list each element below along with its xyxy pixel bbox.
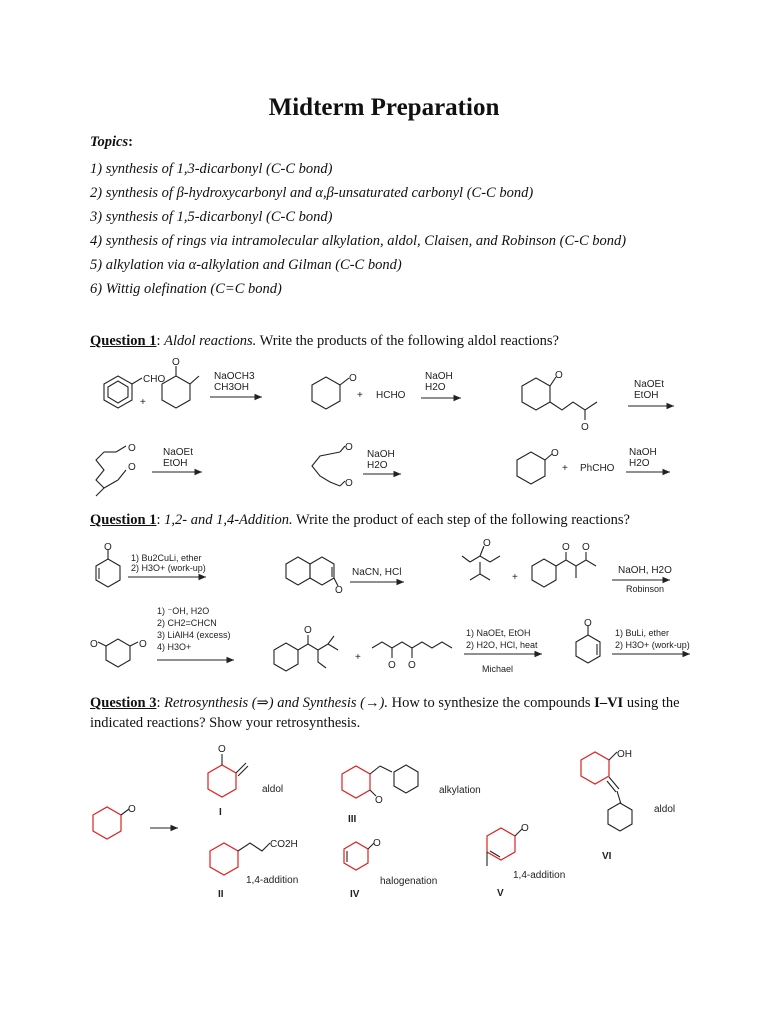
svg-text:Michael: Michael	[482, 664, 514, 674]
svg-text:alkylation: alkylation	[439, 785, 481, 796]
starting-cyclohexanone	[93, 804, 136, 839]
cyclohexanedione-structure	[90, 639, 147, 667]
svg-text:O: O	[562, 542, 570, 553]
svg-text:O: O	[345, 442, 353, 453]
svg-text:O: O	[373, 838, 381, 849]
svg-text:Robinson: Robinson	[626, 584, 665, 594]
svg-text:H2O: H2O	[367, 460, 388, 471]
target-IV	[344, 838, 381, 870]
topic-item: 3) synthesis of 1,5-dicarbonyl (C-C bond)	[90, 209, 333, 225]
svg-text:II: II	[218, 889, 224, 900]
svg-text:CO2H: CO2H	[270, 839, 298, 850]
svg-text:2) H2O, HCl, heat: 2) H2O, HCl, heat	[466, 640, 538, 650]
svg-text:NaOEt: NaOEt	[163, 447, 194, 458]
svg-text:2) H3O+ (work-up): 2) H3O+ (work-up)	[131, 563, 206, 573]
benzaldehyde-structure	[104, 374, 165, 408]
svg-text:NaOH: NaOH	[425, 371, 453, 382]
target-VI	[581, 749, 632, 831]
cho-label: CHO	[143, 374, 166, 385]
target-V	[487, 823, 529, 866]
malonate-structure	[372, 642, 452, 671]
svg-text:+: +	[562, 463, 568, 474]
svg-text:1,4-addition: 1,4-addition	[246, 875, 299, 886]
svg-text:O: O	[128, 462, 136, 473]
svg-text:V: V	[497, 888, 504, 899]
svg-text:O: O	[388, 660, 396, 671]
cyclohexenone-structure-2	[576, 618, 600, 663]
svg-text:H2O: H2O	[629, 458, 650, 469]
svg-text:O: O	[139, 639, 147, 650]
svg-text:O: O	[582, 542, 590, 553]
dialdehyde-structure-a	[96, 443, 136, 496]
svg-text:1) BuLi, ether: 1) BuLi, ether	[615, 628, 670, 638]
topic-item: 1) synthesis of 1,3-dicarbonyl (C-C bond)	[90, 161, 333, 177]
svg-text:2) H3O+ (work-up): 2) H3O+ (work-up)	[615, 640, 690, 650]
target-II	[210, 839, 298, 875]
plus-sign: +	[140, 397, 146, 408]
svg-text:I: I	[219, 807, 222, 818]
svg-text:O: O	[345, 478, 353, 489]
question-3-heading: Question 3: Retrosynthesis (⇒) and Synthesis (→). How to synthesize the compounds I–VI using the indicated reactions? Show your retrosynthesis.	[90, 695, 680, 731]
page-title: Midterm Preparation	[268, 94, 500, 121]
svg-text:O: O	[581, 422, 589, 433]
topic-item: 2) synthesis of β-hydroxycarbonyl and α,β-unsaturated carbonyl (C-C bond)	[90, 185, 534, 201]
svg-text:OH: OH	[617, 749, 632, 760]
phenyl-enone-structure	[274, 625, 338, 671]
cyclohexanone-structure-2	[517, 448, 559, 484]
svg-text:+: +	[512, 572, 518, 583]
svg-text:PhCHO: PhCHO	[580, 463, 615, 474]
svg-text:O: O	[375, 795, 383, 806]
topic-item: 4) synthesis of rings via intramolecular alkylation, aldol, Claisen, and Robinson (C-C bond)	[90, 233, 627, 249]
svg-text:NaOH: NaOH	[629, 447, 657, 458]
svg-text:3) LiAlH4 (excess): 3) LiAlH4 (excess)	[157, 630, 231, 640]
svg-text:O: O	[584, 618, 592, 629]
cyclohexanone-structure	[312, 373, 357, 409]
svg-text:1) Bu2CuLi, ether: 1) Bu2CuLi, ether	[131, 553, 202, 563]
diketone-phenyl-structure	[532, 542, 596, 587]
svg-text:EtOH: EtOH	[634, 390, 659, 401]
svg-text:O: O	[349, 373, 357, 384]
svg-text:NaOCH3: NaOCH3	[214, 371, 255, 382]
svg-text:NaCN, HCl: NaCN, HCl	[352, 567, 402, 578]
svg-text:HCHO: HCHO	[376, 390, 406, 401]
svg-text:aldol: aldol	[654, 804, 676, 815]
methylcyclohexanone-structure	[162, 357, 199, 408]
svg-text:O: O	[218, 744, 226, 755]
svg-text:aldol: aldol	[262, 784, 284, 795]
question-1-heading: Question 1: Aldol reactions. Write the products of the following aldol reactions?	[90, 333, 559, 349]
svg-text:III: III	[348, 814, 357, 825]
svg-text:O: O	[128, 443, 136, 454]
svg-text:1) ⁻OH, H2O: 1) ⁻OH, H2O	[157, 606, 210, 616]
svg-text:O: O	[335, 585, 343, 596]
svg-text:4) H3O+: 4) H3O+	[157, 642, 192, 652]
target-I	[208, 744, 248, 797]
svg-text:H2O: H2O	[425, 382, 446, 393]
topic-item: 6) Wittig olefination (C=C bond)	[90, 281, 282, 297]
svg-text:halogenation: halogenation	[380, 876, 438, 887]
svg-text:NaOH: NaOH	[367, 449, 395, 460]
svg-text:O: O	[551, 448, 559, 459]
question-2-heading: Question 1: 1,2- and 1,4-Addition. Write the product of each step of the following reactions?	[90, 512, 630, 528]
topic-item: 5) alkylation via α-alkylation and Gilman (C-C bond)	[90, 257, 402, 273]
svg-text:O: O	[483, 538, 491, 549]
octalone-structure	[286, 557, 343, 596]
dialdehyde-structure-b	[312, 442, 353, 489]
target-III	[342, 765, 418, 806]
svg-text:O: O	[555, 370, 563, 381]
svg-text:1,4-addition: 1,4-addition	[513, 870, 566, 881]
svg-text:CH3OH: CH3OH	[214, 382, 250, 393]
enone-structure	[462, 538, 500, 580]
cyclohexenone-structure	[96, 542, 120, 587]
svg-text:+: +	[355, 652, 361, 663]
topics-heading: Topics:	[90, 134, 133, 150]
svg-text:NaOH, H2O: NaOH, H2O	[618, 565, 672, 576]
svg-text:O: O	[304, 625, 312, 636]
svg-text:+: +	[357, 390, 363, 401]
svg-text:VI: VI	[602, 851, 612, 862]
svg-text:O: O	[90, 639, 98, 650]
svg-text:1) NaOEt, EtOH: 1) NaOEt, EtOH	[466, 628, 531, 638]
svg-text:O: O	[408, 660, 416, 671]
diketone-structure	[522, 370, 597, 433]
svg-text:O: O	[172, 357, 180, 368]
svg-text:NaOEt: NaOEt	[634, 379, 665, 390]
svg-text:O: O	[128, 804, 136, 815]
svg-text:IV: IV	[350, 889, 360, 900]
svg-text:O: O	[521, 823, 529, 834]
svg-text:EtOH: EtOH	[163, 458, 188, 469]
svg-text:O: O	[104, 542, 112, 553]
svg-text:2) CH2=CHCN: 2) CH2=CHCN	[157, 618, 217, 628]
